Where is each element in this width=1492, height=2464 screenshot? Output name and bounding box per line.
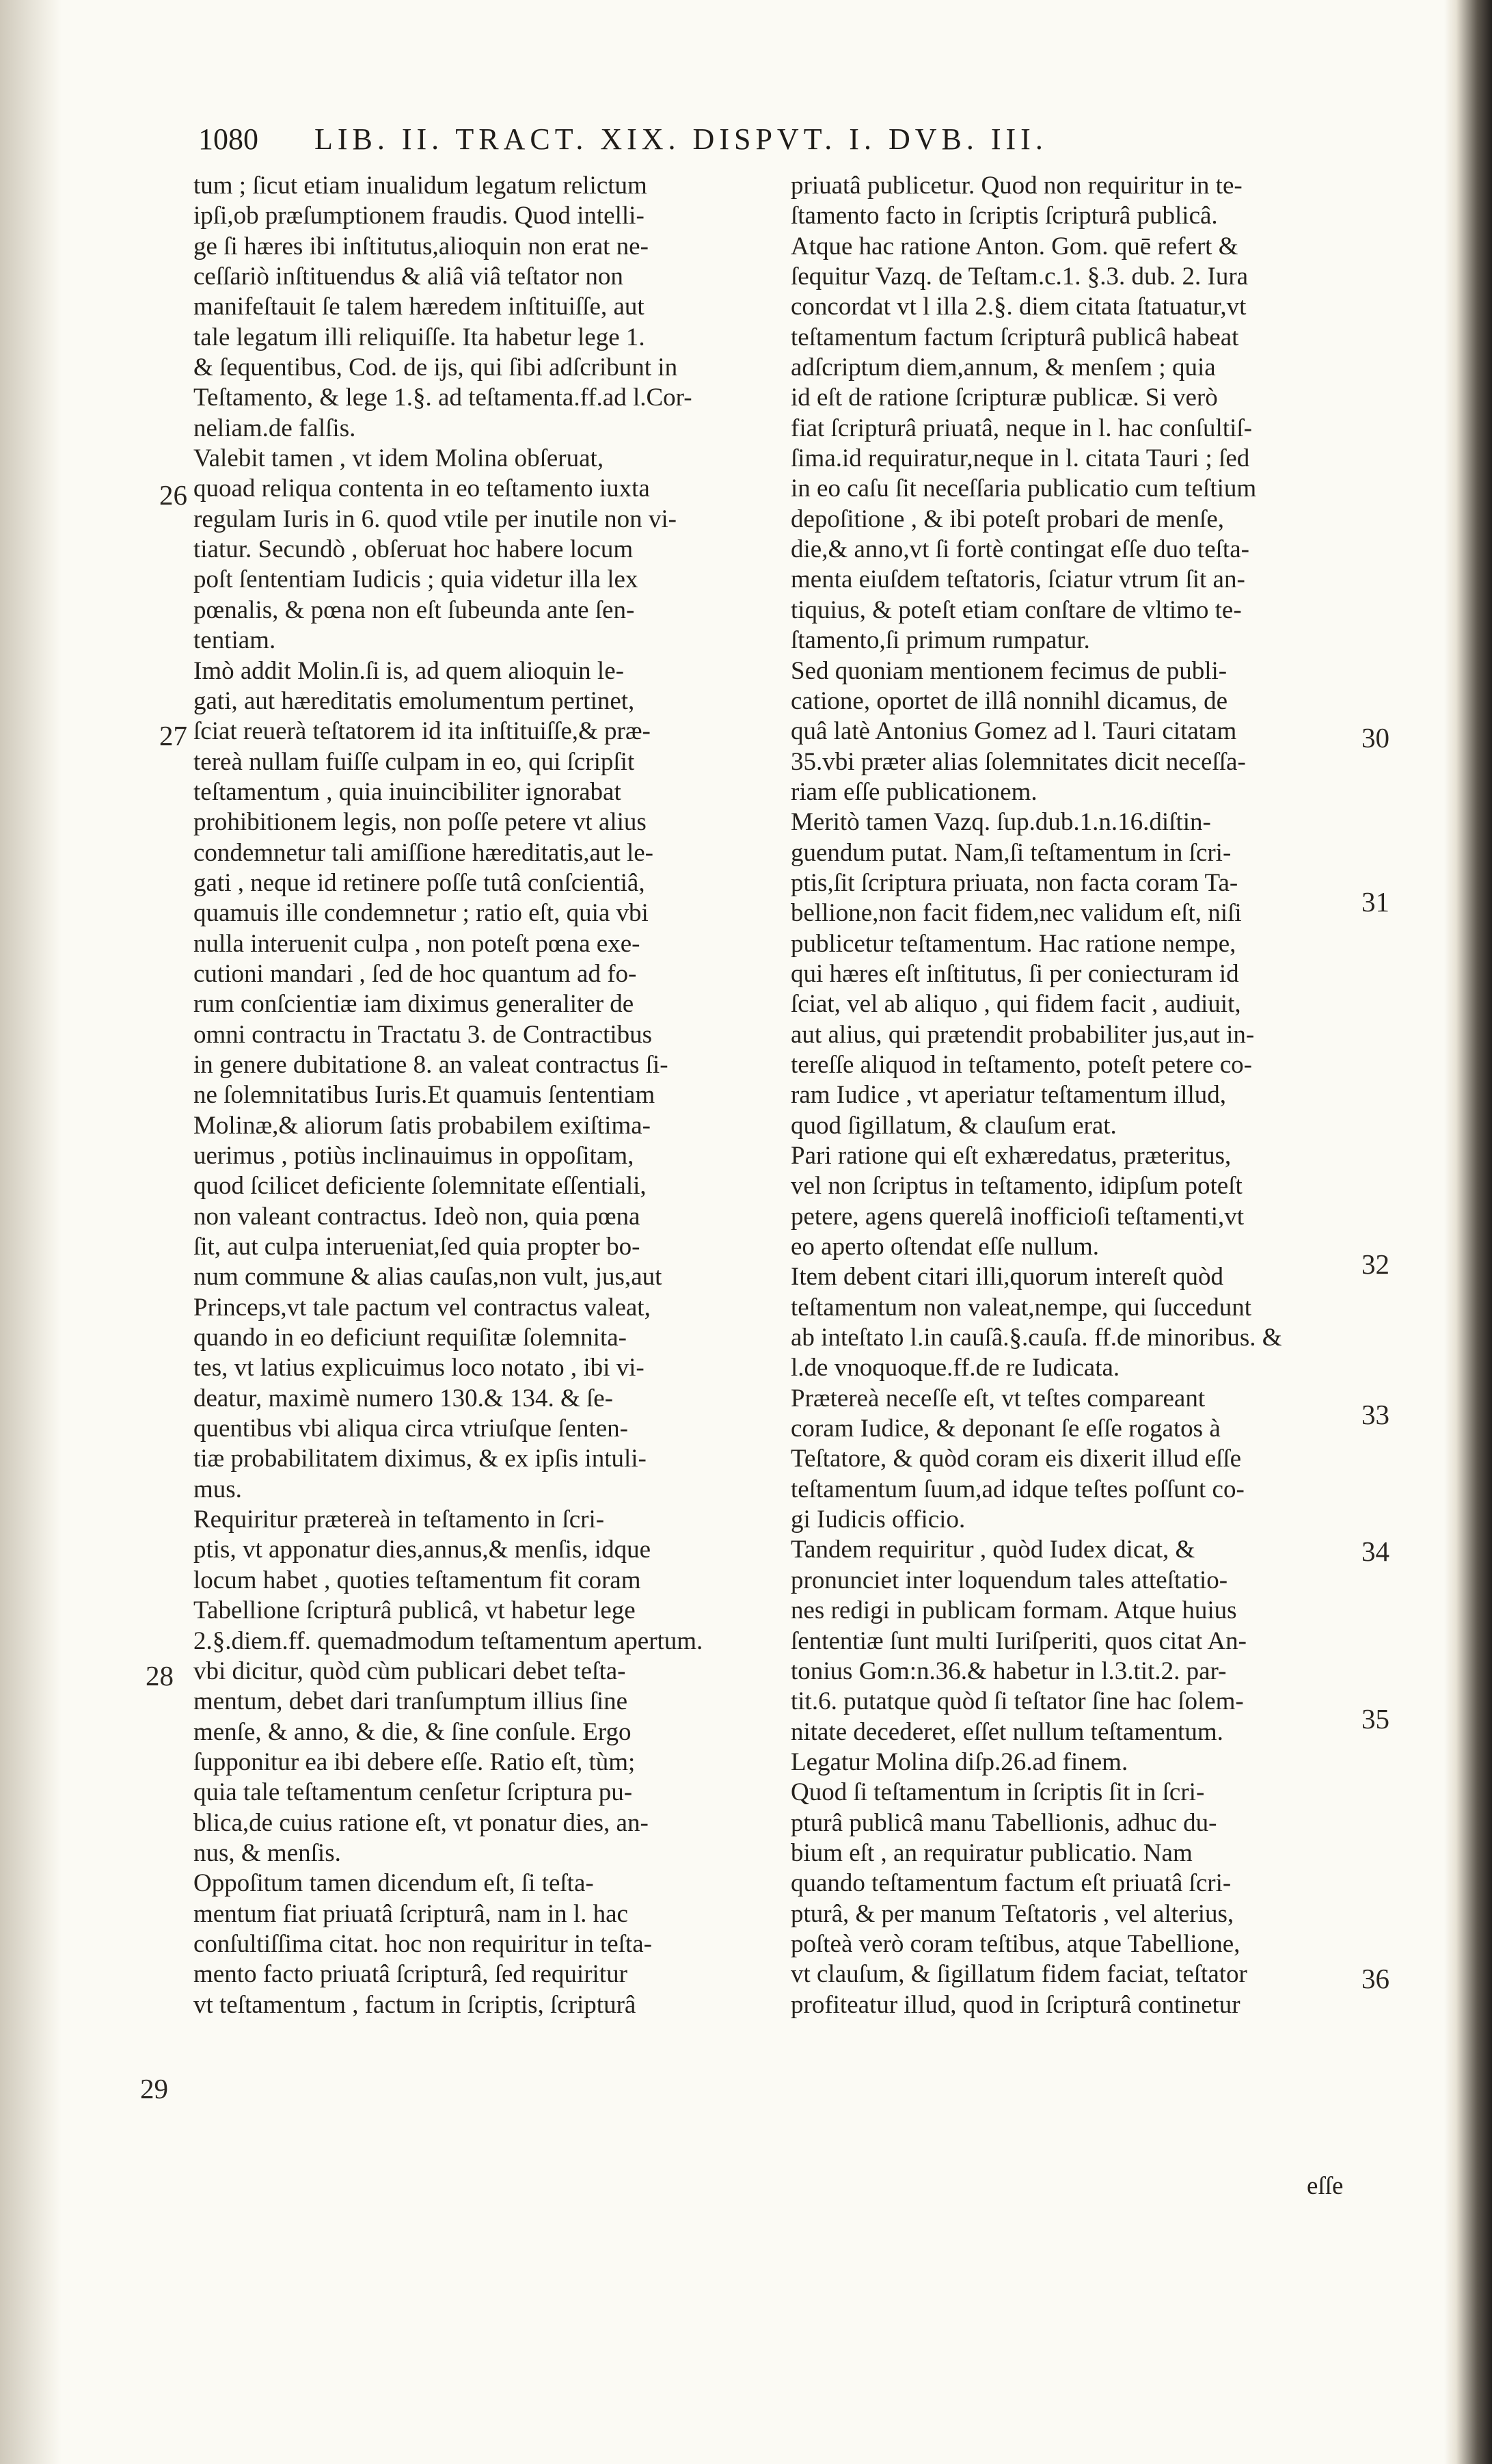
text-line: mentum, debet dari tranſumptum illius ſine	[193, 1687, 628, 1716]
text-line: gi Iudicis officio.	[791, 1505, 966, 1534]
text-line: ſententiæ ſunt multi Iuriſperiti, quos citat An-	[791, 1626, 1247, 1655]
text-line: ipſi,ob præſumptionem fraudis. Quod intelli-	[193, 202, 645, 230]
text-line: 2.§.diem.ff. quemadmodum teſtamentum apertum.	[193, 1626, 703, 1655]
text-line: catione, oportet de illâ nonnihl dicamus, de	[791, 686, 1228, 715]
text-line: Pari ratione qui eſt exhæredatus, præteritus,	[791, 1142, 1232, 1170]
text-line: vbi dicitur, quòd cùm publicari debet teſta-	[193, 1657, 626, 1685]
text-line: ptis,ſit ſcriptura priuata, non facta coram Ta-	[791, 868, 1238, 897]
text-line: Quod ſi teſtamentum in ſcriptis ſit in ſcri-	[791, 1778, 1205, 1807]
text-line: in eo caſu ſit neceſſaria publicatio cum teſtium	[791, 474, 1257, 503]
text-line: vel non ſcriptus in teſtamento, idipſum poteſt	[791, 1172, 1243, 1201]
text-line: Sed quoniam mentionem fecimus de publi-	[791, 656, 1227, 685]
text-line: quando teſtamentum factum eſt priuatâ ſcri-	[791, 1869, 1232, 1898]
margin-number: 31	[1361, 886, 1389, 918]
text-line: die,& anno,vt ſi fortè contingat eſſe duo teſta-	[791, 535, 1249, 564]
text-line: cutioni mandari , ſed de hoc quantum ad fo-	[193, 959, 637, 988]
text-line: num commune & alias cauſas,non vult, jus,aut	[193, 1263, 662, 1291]
text-line: ſima.id requiratur,neque in l. citata Tauri ; ſed	[791, 444, 1250, 473]
text-line: quoad reliqua contenta in eo teſtamento iuxta	[193, 474, 650, 503]
text-line: conſultiſſima citat. hoc non requiritur in teſta-	[193, 1929, 652, 1958]
text-line: neliam.de falſis.	[193, 414, 356, 442]
text-line: pturâ, & per manum Teſtatoris , vel alterius,	[791, 1899, 1234, 1928]
text-line: Imò addit Molin.ſi is, ad quem alioquin le-	[193, 656, 624, 685]
text-line: quâ latè Antonius Gomez ad l. Tauri citatam	[791, 717, 1237, 746]
margin-number: 29	[140, 2073, 168, 2104]
text-line: Teſtamento, & lege 1.§. ad teſtamenta.ff.ad l.Cor-	[193, 384, 692, 412]
text-line: nes redigi in publicam formam. Atque huius	[791, 1596, 1237, 1625]
text-line: ab inteſtato l.in cauſâ.§.cauſa. ff.de minoribus. &	[791, 1324, 1282, 1352]
text-line: tonius Gom:n.36.& habetur in l.3.tit.2. par-	[791, 1657, 1227, 1685]
page-number: 1080	[198, 122, 258, 156]
margin-number: 27	[159, 720, 187, 751]
text-line: Requiritur prætereà in teſtamento in ſcri-	[193, 1505, 605, 1534]
text-line: non valeant contractus. Ideò non, quia pœna	[193, 1202, 640, 1231]
text-line: riam eſſe publicationem.	[791, 777, 1037, 806]
text-line: aut alius, qui prætendit probabiliter jus,aut in-	[791, 1020, 1255, 1049]
text-line: mus.	[193, 1475, 242, 1503]
text-line: ſtamento facto in ſcriptis ſcripturâ publicâ.	[791, 202, 1218, 230]
text-line: l.de vnoquoque.ff.de re Iudicata.	[791, 1354, 1120, 1382]
text-line: quamuis ille condemnetur ; ratio eſt, quia vbi	[193, 899, 649, 928]
text-line: coram Iudice, & deponant ſe eſſe rogatos à	[791, 1415, 1221, 1443]
text-line: quando in eo deficiunt requiſitæ ſolemnita-	[193, 1324, 627, 1352]
catchword: eſſe	[1307, 2172, 1344, 2200]
text-line: gati, aut hæreditatis emolumentum pertinet,	[193, 686, 635, 715]
text-line: ram Iudice , vt aperiatur teſtamentum illud,	[791, 1081, 1227, 1110]
text-line: poſteà verò coram teſtibus, atque Tabellione,	[791, 1929, 1240, 1958]
text-line: vt clauſum, & ſigillatum fidem faciat, teſtator	[791, 1960, 1247, 1989]
text-line: teſtamentum factum ſcripturâ publicâ habeat	[791, 323, 1239, 351]
text-line: Princeps,vt tale pactum vel contractus valeat,	[193, 1293, 651, 1322]
text-line: gati , neque id retinere poſſe tutâ conſcientiâ,	[193, 868, 645, 897]
text-line: mentum fiat priuatâ ſcripturâ, nam in l. hac	[193, 1899, 628, 1928]
text-line: nus, & menſis.	[193, 1838, 341, 1867]
text-line: Legatur Molina diſp.26.ad finem.	[791, 1747, 1128, 1776]
margin-number: 35	[1361, 1703, 1389, 1735]
text-line: guendum putat. Nam,ſi teſtamentum in ſcri-	[791, 838, 1232, 867]
text-line: Meritò tamen Vazq. ſup.dub.1.n.16.diſtin-	[791, 808, 1211, 837]
text-line: ptis, vt apponatur dies,annus,& menſis, idque	[193, 1536, 651, 1564]
text-line: condemnetur tali amiſſione hæreditatis,aut le-	[193, 838, 653, 867]
text-line: publicetur teſtamentum. Hac ratione nempe,	[791, 929, 1236, 958]
text-line: pronunciet inter loquendum tales atteſtatio-	[791, 1566, 1228, 1594]
text-line: eo aperto oſtendat eſſe nullum.	[791, 1233, 1100, 1261]
text-line: poſt ſententiam Iudicis ; quia videtur illa lex	[193, 565, 638, 594]
text-line: mento facto priuatâ ſcripturâ, ſed requiritur	[193, 1960, 627, 1989]
text-line: petere, agens querelâ inofficioſi teſtamenti,vt	[791, 1202, 1245, 1231]
text-line: nulla interuenit culpa , non poteſt pœna exe-	[193, 929, 640, 958]
margin-number: 30	[1361, 722, 1389, 753]
text-line: bium eſt , an requiratur publicatio. Nam	[791, 1838, 1193, 1867]
text-line: Molinæ,& aliorum ſatis probabilem exiſtima-	[193, 1111, 651, 1140]
text-line: quod ſcilicet deficiente ſolemnitate eſſentiali,	[193, 1172, 647, 1201]
text-line: Teſtatore, & quòd coram eis dixerit illud eſſe	[791, 1445, 1242, 1473]
left-text-column	[193, 171, 754, 2020]
text-line: regulam Iuris in 6. quod vtile per inutile non vi-	[193, 505, 677, 533]
text-line: rum conſcientiæ iam diximus generaliter de	[193, 990, 634, 1019]
text-line: fiat ſcripturâ priuatâ, neque in l. hac conſultiſ-	[791, 414, 1252, 442]
text-line: teſtamentum non valeat,nempe, qui ſuccedunt	[791, 1293, 1252, 1322]
running-head	[198, 122, 1285, 157]
margin-number: 33	[1361, 1399, 1389, 1430]
text-line: Item debent citari illi,quorum intereſt quòd	[791, 1263, 1223, 1291]
text-line: tiquius, & poteſt etiam conſtare de vltimo te-	[791, 595, 1242, 624]
text-line: tes, vt latius explicuimus loco notato , ibi vi-	[193, 1354, 645, 1382]
margin-number: 32	[1361, 1248, 1389, 1280]
text-line: 35.vbi præter alias ſolemnitates dicit neceſſa-	[791, 747, 1246, 776]
text-line: ſit, aut culpa interueniat,ſed quia propter bo-	[193, 1233, 640, 1261]
text-line: ſtamento,ſi primum rumpatur.	[791, 626, 1090, 655]
text-line: in genere dubitatione 8. an valeat contractus ſi-	[193, 1050, 668, 1079]
text-line: bellione,non facit fidem,nec validum eſt, niſi	[791, 899, 1242, 928]
text-line: teſtamentum , quia inuincibiliter ignorabat	[193, 777, 621, 806]
text-line: quentibus vbi aliqua circa vtriuſque ſenten-	[193, 1415, 628, 1443]
margin-number: 26	[159, 479, 187, 511]
text-line: deatur, maximè numero 130.& 134. & ſe-	[193, 1384, 614, 1412]
text-line: nitate decederet, eſſet nullum teſtamentum.	[791, 1717, 1223, 1746]
text-line: omni contractu in Tractatu 3. de Contractibus	[193, 1020, 653, 1049]
right-text-column	[791, 171, 1351, 2020]
text-line: Oppoſitum tamen dicendum eſt, ſi teſta-	[193, 1869, 594, 1898]
text-line: Tabellione ſcripturâ publicâ, vt habetur lege	[193, 1596, 636, 1625]
text-line: tereſſe aliquod in teſtamento, poteſt petere co-	[791, 1050, 1252, 1079]
text-line: ge ſi hæres ibi inſtitutus,alioquin non erat ne-	[193, 232, 649, 260]
text-line: ſciat reuerà teſtatorem id ita inſtituiſſe,& præ-	[193, 717, 651, 746]
margin-number: 34	[1361, 1536, 1389, 1567]
text-line: quia tale teſtamentum cenſetur ſcriptura pu-	[193, 1778, 633, 1807]
text-line: ſequitur Vazq. de Teſtam.c.1. §.3. dub. 2. Iura	[791, 263, 1249, 291]
text-line: tum ; ſicut etiam inualidum legatum relictum	[193, 172, 647, 200]
text-line: tiatur. Secundò , obſeruat hoc habere locum	[193, 535, 634, 564]
text-line: Prætereà neceſſe eſt, vt teſtes compareant	[791, 1384, 1206, 1412]
text-line: locum habet , quoties teſtamentum fit coram	[193, 1566, 641, 1594]
text-line: pœnalis, & pœna non eſt ſubeunda ante ſen-	[193, 595, 635, 624]
text-line: depoſitione , & ibi poteſt probari de menſe,	[791, 505, 1224, 533]
text-line: Atque hac ratione Anton. Gom. quē refert &	[791, 232, 1238, 260]
margin-number: 36	[1361, 1963, 1389, 1994]
text-line: manifeſtauit ſe talem hæredem inſtituiſſe, aut	[193, 293, 645, 321]
text-line: tereà nullam fuiſſe culpam in eo, qui ſcripſit	[193, 747, 635, 776]
text-line: & ſequentibus, Cod. de ijs, qui ſibi adſcribunt in	[193, 353, 678, 382]
text-line: pturâ publicâ manu Tabellionis, adhuc du-	[791, 1808, 1217, 1837]
margin-number: 28	[146, 1660, 174, 1691]
text-line: prohibitionem legis, non poſſe petere vt alius	[193, 808, 647, 837]
text-line: teſtamentum ſuum,ad idque teſtes poſſunt co-	[791, 1475, 1245, 1503]
text-line: Tandem requiritur , quòd Iudex dicat, &	[791, 1536, 1195, 1564]
text-line: qui hæres eſt inſtitutus, ſi per coniecturam id	[791, 959, 1239, 988]
text-line: ſciat, vel ab aliquo , qui fidem facit , audiuit,	[791, 990, 1241, 1019]
text-line: ne ſolemnitatibus Iuris.Et quamuis ſententiam	[193, 1081, 655, 1110]
text-line: blica,de cuius ratione eſt, vt ponatur dies, an-	[193, 1808, 649, 1837]
text-line: tiæ probabilitatem diximus, & ex ipſis intuli-	[193, 1445, 647, 1473]
text-line: adſcriptum diem,annum, & menſem ; quia	[791, 353, 1216, 382]
text-line: uerimus , potiùs inclinauimus in oppoſitam,	[193, 1142, 634, 1170]
text-line: quod ſigillatum, & clauſum erat.	[791, 1111, 1117, 1140]
text-line: vt teſtamentum , factum in ſcriptis, ſcripturâ	[193, 1990, 636, 2019]
text-line: menſe, & anno, & die, & ſine conſule. Ergo	[193, 1717, 632, 1746]
running-title: LIB. II. TRACT. XIX. DISPVT. I. DVB. III.	[314, 122, 1048, 156]
text-line: ſupponitur ea ibi debere eſſe. Ratio eſt, tùm;	[193, 1747, 636, 1776]
text-line: profiteatur illud, quod in ſcripturâ continetur	[791, 1990, 1240, 2019]
text-line: concordat vt l illa 2.§. diem citata ſtatuatur,vt	[791, 293, 1247, 321]
text-line: Valebit tamen , vt idem Molina obſeruat,	[193, 444, 604, 473]
text-line: tit.6. putatque quòd ſi teſtator ſine hac ſolem-	[791, 1687, 1244, 1716]
text-line: tentiam.	[193, 626, 276, 655]
text-line: priuatâ publicetur. Quod non requiritur in te-	[791, 172, 1243, 200]
text-line: ceſſariò inſtituendus & aliâ viâ teſtator non	[193, 263, 623, 291]
text-line: id eſt de ratione ſcripturæ publicæ. Si verò	[791, 384, 1218, 412]
text-line: tale legatum illi reliquiſſe. Ita habetur lege 1.	[193, 323, 645, 351]
text-line: menta eiuſdem teſtatoris, ſciatur vtrum ſit an-	[791, 565, 1245, 594]
